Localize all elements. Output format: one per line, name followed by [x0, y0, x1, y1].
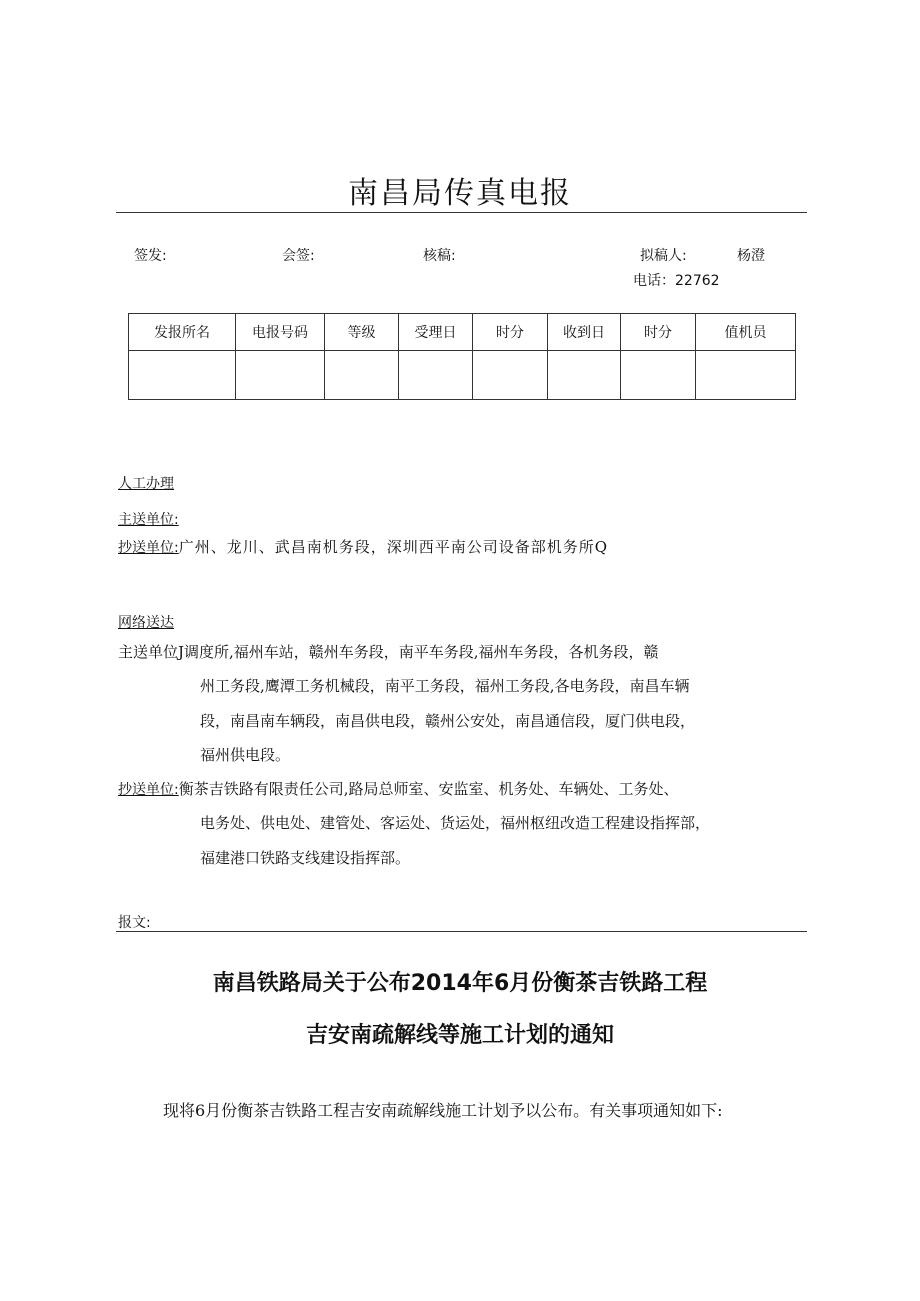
- column-header: 时分: [621, 314, 696, 351]
- network-cc-line: [118, 772, 679, 807]
- table-cell: [548, 351, 621, 400]
- manual-cc-line: [118, 530, 608, 565]
- column-header: 发报所名: [129, 314, 236, 351]
- manual-cc-text: 广州、龙川、武昌南机务段，深圳西平南公司设备部机务所Q: [178, 538, 609, 556]
- table-cell: [325, 351, 399, 400]
- manual-section-label: 人工办理: [118, 476, 174, 492]
- column-header: 值机员: [696, 314, 796, 351]
- table-cell: [399, 351, 473, 400]
- drafter-label: 拟稿人:: [640, 248, 687, 264]
- cosign-label: 会签:: [282, 248, 315, 264]
- table-cell: [621, 351, 696, 400]
- text-line: 州工务段,鹰潭工务机械段，南平工务段，福州工务段,各电务段，南昌车辆: [200, 677, 690, 695]
- table-cell: [473, 351, 548, 400]
- table-row: [129, 351, 796, 400]
- table-cell: [236, 351, 325, 400]
- network-main-label: 主送单位J: [118, 643, 185, 661]
- table-header-row: [129, 314, 796, 351]
- column-header: 电报号码: [236, 314, 325, 351]
- drafter-name: 杨澄: [737, 248, 765, 264]
- table-cell: [696, 351, 796, 400]
- text-line: 福州供电段。: [200, 746, 291, 764]
- column-header: 受理日: [399, 314, 473, 351]
- text-line: 福建港口铁路支线建设指挥部。: [200, 848, 411, 867]
- page-title: 南昌局传真电报: [348, 176, 572, 211]
- phone-number: 电话：22762: [633, 273, 720, 289]
- telegram-record-table: [128, 313, 796, 400]
- network-main-continuation: [200, 669, 695, 773]
- network-main-text: 调度所,福州车站，赣州车务段，南平车务段,福州车务段，各机务段，赣: [184, 643, 659, 661]
- network-cc-text: 衡茶吉铁路有限责任公司,路局总师室、安监室、机务处、车辆处、工务处、: [178, 780, 679, 798]
- title-divider: [116, 212, 807, 213]
- text-line: 电务处、供电处、建管处、客运处、货运处，福州枢纽改造工程建设指挥部，: [200, 814, 711, 832]
- sign-label: 签发:: [134, 248, 167, 264]
- network-cc-label: 抄送单位:: [118, 782, 179, 798]
- message-divider: [116, 931, 807, 932]
- message-label: 报文:: [118, 915, 151, 931]
- network-cc-continuation: [200, 806, 710, 875]
- manual-cc-label: 抄送单位:: [118, 540, 179, 556]
- manual-main-label: 主送单位:: [118, 512, 179, 528]
- notice-heading-line2: 吉安南疏解线等施工计划的通知: [305, 1023, 614, 1048]
- notice-heading-line1: 南昌铁路局关于公布2014年6月份衡茶吉铁路工程: [212, 971, 708, 996]
- text-line: 段，南昌南车辆段，南昌供电段，赣州公安处，南昌通信段，厦门供电段，: [200, 711, 696, 730]
- review-label: 核稿:: [423, 248, 456, 264]
- table-cell: [129, 351, 236, 400]
- network-section-label: 网络送达: [118, 615, 174, 631]
- column-header: 收到日: [548, 314, 621, 351]
- column-header: 时分: [473, 314, 548, 351]
- network-main-line: [118, 635, 659, 669]
- column-header: 等级: [325, 314, 399, 351]
- notice-body: 现将6月份衡茶吉铁路工程吉安南疏解线施工计划予以公布。有关事项通知如下:: [163, 1101, 723, 1120]
